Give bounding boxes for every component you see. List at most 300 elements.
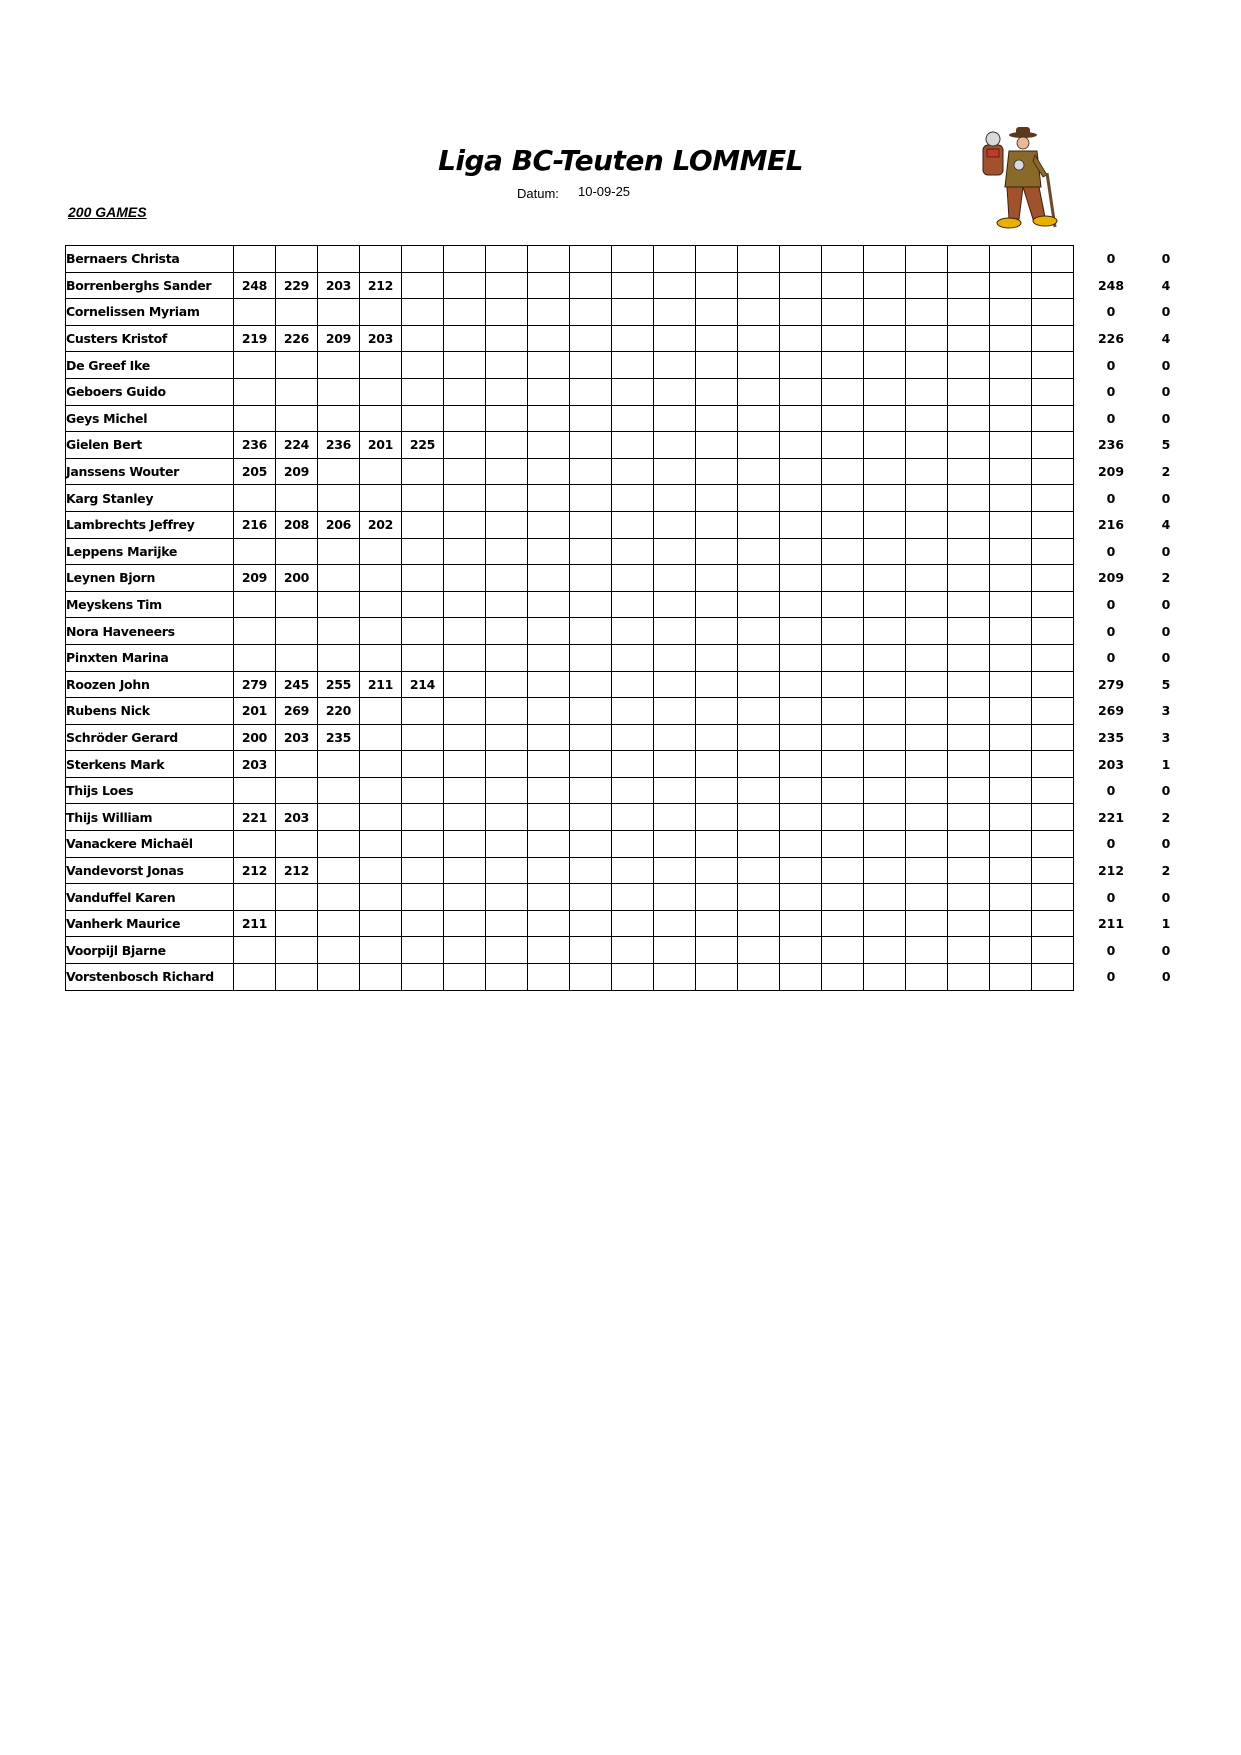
game-score-cell xyxy=(738,937,780,964)
game-score-cell xyxy=(318,458,360,485)
game-score-cell xyxy=(990,910,1032,937)
game-score-cell xyxy=(864,831,906,858)
game-score-cell xyxy=(696,910,738,937)
game-score-cell xyxy=(318,777,360,804)
game-score-cell xyxy=(276,591,318,618)
game-score-cell xyxy=(276,937,318,964)
game-score-cell xyxy=(1032,857,1074,884)
game-score-cell xyxy=(696,246,738,273)
game-score-cell xyxy=(780,910,822,937)
game-score-cell xyxy=(1032,751,1074,778)
game-score-cell xyxy=(864,724,906,751)
game-score-cell xyxy=(738,831,780,858)
game-score-cell xyxy=(486,857,528,884)
game-score-cell xyxy=(906,299,948,326)
game-score-cell xyxy=(612,644,654,671)
game-score-cell xyxy=(612,618,654,645)
table-row xyxy=(66,246,1185,273)
game-score-cell xyxy=(444,884,486,911)
game-score-cell xyxy=(654,937,696,964)
game-score-cell xyxy=(654,831,696,858)
game-score-cell xyxy=(528,751,570,778)
game-score-cell xyxy=(990,299,1032,326)
game-score-cell: 229 xyxy=(276,272,318,299)
game-score-cell xyxy=(906,777,948,804)
game-score-cell xyxy=(864,485,906,512)
game-score-cell xyxy=(486,910,528,937)
game-score-cell xyxy=(486,352,528,379)
table-row xyxy=(66,751,1185,778)
game-score-cell xyxy=(654,671,696,698)
game-score-cell xyxy=(864,964,906,991)
game-score-cell xyxy=(612,937,654,964)
game-score-cell xyxy=(318,352,360,379)
game-score-cell xyxy=(486,884,528,911)
game-score-cell xyxy=(486,964,528,991)
game-score-cell xyxy=(906,246,948,273)
table-row xyxy=(66,884,1185,911)
game-score-cell: 224 xyxy=(276,432,318,459)
game-score-cell xyxy=(864,751,906,778)
game-score-cell xyxy=(234,405,276,432)
game-score-cell xyxy=(864,325,906,352)
player-name: Geys Michel xyxy=(66,405,234,432)
best-score: 0 xyxy=(1074,405,1149,432)
game-score-cell xyxy=(234,591,276,618)
game-score-cell xyxy=(780,352,822,379)
game-score-cell xyxy=(528,352,570,379)
game-score-cell: 209 xyxy=(234,565,276,592)
game-count: 0 xyxy=(1161,942,1171,958)
game-score-cell xyxy=(612,831,654,858)
game-score-cell xyxy=(486,831,528,858)
game-score-cell xyxy=(318,804,360,831)
game-score-cell xyxy=(780,485,822,512)
game-score-cell xyxy=(990,724,1032,751)
game-score-cell xyxy=(696,724,738,751)
game-score-cell xyxy=(486,432,528,459)
game-score-cell xyxy=(486,378,528,405)
game-score-cell xyxy=(864,857,906,884)
game-score-cell xyxy=(948,618,990,645)
game-score-cell xyxy=(402,352,444,379)
game-score-cell xyxy=(318,299,360,326)
game-score-cell xyxy=(696,325,738,352)
game-score-cell xyxy=(402,458,444,485)
game-score-cell xyxy=(696,644,738,671)
player-name: Leynen Bjorn xyxy=(66,565,234,592)
game-score-cell xyxy=(738,698,780,725)
game-score-cell xyxy=(822,378,864,405)
best-score: 0 xyxy=(1074,937,1149,964)
game-score-cell xyxy=(570,618,612,645)
table-row xyxy=(66,538,1185,565)
game-score-cell xyxy=(318,964,360,991)
player-name: Voorpijl Bjarne xyxy=(66,937,234,964)
datum-label: Datum: xyxy=(517,186,559,201)
game-count: 2 xyxy=(1161,809,1171,825)
game-score-cell: 205 xyxy=(234,458,276,485)
game-score-cell xyxy=(570,857,612,884)
game-score-cell xyxy=(738,511,780,538)
player-name: Sterkens Mark xyxy=(66,751,234,778)
game-score-cell xyxy=(1032,591,1074,618)
game-score-cell xyxy=(906,910,948,937)
game-score-cell xyxy=(738,618,780,645)
game-score-cell xyxy=(570,591,612,618)
game-score-cell xyxy=(612,352,654,379)
game-score-cell xyxy=(906,671,948,698)
game-score-cell xyxy=(822,538,864,565)
table-row xyxy=(66,272,1185,299)
game-score-cell xyxy=(822,591,864,618)
game-score-cell xyxy=(780,644,822,671)
game-score-cell xyxy=(990,964,1032,991)
game-score-cell xyxy=(990,538,1032,565)
game-score-cell xyxy=(402,910,444,937)
game-score-cell xyxy=(444,325,486,352)
game-score-cell xyxy=(948,644,990,671)
game-score-cell xyxy=(402,751,444,778)
game-score-cell xyxy=(402,884,444,911)
game-score-cell xyxy=(948,591,990,618)
game-score-cell xyxy=(990,325,1032,352)
game-count: 1 xyxy=(1161,756,1171,772)
game-score-cell xyxy=(738,458,780,485)
game-score-cell xyxy=(948,884,990,911)
game-score-cell xyxy=(906,884,948,911)
game-score-cell xyxy=(486,485,528,512)
game-score-cell xyxy=(864,511,906,538)
player-name: Vanherk Maurice xyxy=(66,910,234,937)
game-score-cell xyxy=(948,299,990,326)
game-score-cell xyxy=(444,964,486,991)
game-count: 0 xyxy=(1161,357,1171,373)
game-count: 0 xyxy=(1161,304,1171,320)
game-score-cell xyxy=(990,618,1032,645)
game-score-cell xyxy=(612,485,654,512)
game-score-cell xyxy=(822,671,864,698)
game-score-cell xyxy=(444,910,486,937)
game-score-cell xyxy=(654,884,696,911)
game-score-cell xyxy=(864,671,906,698)
player-name: Vanduffel Karen xyxy=(66,884,234,911)
game-score-cell xyxy=(990,352,1032,379)
game-score-cell xyxy=(528,724,570,751)
game-score-cell xyxy=(486,246,528,273)
game-score-cell xyxy=(444,246,486,273)
game-score-cell xyxy=(654,857,696,884)
game-score-cell xyxy=(864,458,906,485)
game-score-cell xyxy=(570,804,612,831)
table-row xyxy=(66,910,1185,937)
table-row xyxy=(66,565,1185,592)
game-score-cell xyxy=(864,432,906,459)
game-score-cell: 202 xyxy=(360,511,402,538)
game-count: 0 xyxy=(1161,969,1171,985)
game-score-cell xyxy=(654,485,696,512)
game-score-cell xyxy=(654,804,696,831)
game-score-cell xyxy=(864,272,906,299)
player-name: Thijs William xyxy=(66,804,234,831)
game-score-cell xyxy=(780,831,822,858)
page-title: Liga BC-Teuten LOMMEL xyxy=(438,144,803,177)
game-score-cell xyxy=(612,804,654,831)
game-count: 0 xyxy=(1161,597,1171,613)
game-score-cell xyxy=(528,272,570,299)
game-score-cell xyxy=(402,644,444,671)
game-score-cell: 206 xyxy=(318,511,360,538)
game-score-cell xyxy=(822,777,864,804)
game-score-cell xyxy=(906,458,948,485)
game-score-cell xyxy=(780,246,822,273)
game-score-cell xyxy=(906,937,948,964)
game-score-cell xyxy=(780,884,822,911)
game-score-cell xyxy=(864,405,906,432)
game-score-cell xyxy=(402,777,444,804)
game-score-cell xyxy=(906,964,948,991)
game-score-cell xyxy=(360,777,402,804)
game-score-cell xyxy=(654,325,696,352)
best-score: 211 xyxy=(1074,910,1149,937)
game-score-cell xyxy=(990,751,1032,778)
game-score-cell xyxy=(822,724,864,751)
game-score-cell xyxy=(234,964,276,991)
game-count: 0 xyxy=(1161,251,1171,267)
game-score-cell xyxy=(906,644,948,671)
game-score-cell xyxy=(738,378,780,405)
player-name: Meyskens Tim xyxy=(66,591,234,618)
best-score: 0 xyxy=(1074,299,1149,326)
game-score-cell xyxy=(948,964,990,991)
game-score-cell xyxy=(738,591,780,618)
game-score-cell xyxy=(402,511,444,538)
game-score-cell xyxy=(234,618,276,645)
game-count: 0 xyxy=(1161,650,1171,666)
game-score-cell xyxy=(360,857,402,884)
game-score-cell xyxy=(486,458,528,485)
game-score-cell xyxy=(486,937,528,964)
best-score: 0 xyxy=(1074,644,1149,671)
game-score-cell xyxy=(318,591,360,618)
game-score-cell xyxy=(822,485,864,512)
game-score-cell xyxy=(906,591,948,618)
game-score-cell xyxy=(654,272,696,299)
game-score-cell xyxy=(906,272,948,299)
game-score-cell xyxy=(780,538,822,565)
game-score-cell xyxy=(738,272,780,299)
game-score-cell xyxy=(276,246,318,273)
game-score-cell xyxy=(822,325,864,352)
game-score-cell xyxy=(822,565,864,592)
game-score-cell xyxy=(570,565,612,592)
game-score-cell xyxy=(948,432,990,459)
game-score-cell xyxy=(864,644,906,671)
game-score-cell xyxy=(612,910,654,937)
game-count: 0 xyxy=(1161,623,1171,639)
game-score-cell xyxy=(402,378,444,405)
player-name: Cornelissen Myriam xyxy=(66,299,234,326)
game-score-cell xyxy=(612,538,654,565)
game-score-cell: 279 xyxy=(234,671,276,698)
best-score: 0 xyxy=(1074,378,1149,405)
game-score-cell xyxy=(696,698,738,725)
table-row xyxy=(66,671,1185,698)
game-score-cell: 201 xyxy=(234,698,276,725)
game-score-cell: 203 xyxy=(276,724,318,751)
game-score-cell xyxy=(402,591,444,618)
best-score: 216 xyxy=(1074,511,1149,538)
table-row xyxy=(66,724,1185,751)
game-score-cell xyxy=(822,618,864,645)
game-score-cell xyxy=(276,618,318,645)
game-score-cell: 203 xyxy=(318,272,360,299)
game-count: 1 xyxy=(1161,916,1171,932)
game-score-cell xyxy=(234,352,276,379)
game-score-cell xyxy=(360,485,402,512)
player-name: Geboers Guido xyxy=(66,378,234,405)
game-score-cell xyxy=(696,751,738,778)
game-score-cell xyxy=(822,804,864,831)
game-score-cell xyxy=(528,804,570,831)
game-score-cell xyxy=(906,618,948,645)
game-score-cell xyxy=(780,405,822,432)
game-score-cell xyxy=(612,246,654,273)
game-score-cell xyxy=(990,591,1032,618)
game-score-cell xyxy=(570,831,612,858)
game-score-cell xyxy=(822,299,864,326)
scores-table xyxy=(65,245,1185,991)
table-row xyxy=(66,804,1185,831)
game-score-cell xyxy=(360,538,402,565)
game-score-cell xyxy=(948,458,990,485)
game-score-cell xyxy=(486,644,528,671)
game-score-cell xyxy=(906,724,948,751)
game-count: 0 xyxy=(1161,410,1171,426)
game-score-cell: 235 xyxy=(318,724,360,751)
game-score-cell xyxy=(948,325,990,352)
game-score-cell xyxy=(276,485,318,512)
game-score-cell xyxy=(990,246,1032,273)
game-score-cell xyxy=(948,511,990,538)
game-score-cell xyxy=(234,937,276,964)
game-score-cell xyxy=(360,831,402,858)
game-score-cell xyxy=(948,565,990,592)
game-score-cell xyxy=(612,325,654,352)
game-score-cell xyxy=(1032,565,1074,592)
game-score-cell xyxy=(696,538,738,565)
game-score-cell xyxy=(612,964,654,991)
game-score-cell xyxy=(822,352,864,379)
game-score-cell xyxy=(1032,405,1074,432)
best-score: 0 xyxy=(1074,964,1149,991)
game-score-cell xyxy=(234,884,276,911)
game-score-cell xyxy=(948,272,990,299)
game-score-cell xyxy=(570,964,612,991)
game-score-cell xyxy=(948,246,990,273)
game-score-cell xyxy=(234,777,276,804)
game-score-cell xyxy=(864,777,906,804)
game-count: 5 xyxy=(1161,676,1171,692)
game-count: 0 xyxy=(1161,836,1171,852)
game-count: 0 xyxy=(1161,889,1171,905)
game-score-cell xyxy=(318,538,360,565)
best-score: 235 xyxy=(1074,724,1149,751)
game-score-cell xyxy=(570,485,612,512)
game-score-cell xyxy=(1032,698,1074,725)
game-score-cell xyxy=(318,884,360,911)
game-score-cell xyxy=(444,432,486,459)
game-score-cell xyxy=(822,246,864,273)
best-score: 236 xyxy=(1074,432,1149,459)
game-score-cell xyxy=(864,378,906,405)
game-score-cell: 200 xyxy=(276,565,318,592)
game-score-cell xyxy=(654,378,696,405)
game-score-cell xyxy=(780,299,822,326)
game-score-cell xyxy=(948,937,990,964)
game-score-cell xyxy=(738,405,780,432)
best-score: 221 xyxy=(1074,804,1149,831)
game-score-cell xyxy=(780,272,822,299)
game-score-cell xyxy=(444,671,486,698)
game-score-cell xyxy=(528,511,570,538)
game-score-cell xyxy=(696,432,738,459)
best-score: 279 xyxy=(1074,671,1149,698)
game-score-cell xyxy=(1032,299,1074,326)
game-score-cell xyxy=(528,485,570,512)
game-score-cell xyxy=(990,485,1032,512)
game-score-cell xyxy=(570,325,612,352)
game-score-cell xyxy=(654,751,696,778)
game-score-cell xyxy=(906,325,948,352)
game-score-cell xyxy=(402,804,444,831)
game-score-cell xyxy=(1032,511,1074,538)
game-score-cell xyxy=(360,405,402,432)
game-score-cell xyxy=(360,378,402,405)
game-score-cell: 212 xyxy=(276,857,318,884)
game-score-cell xyxy=(276,299,318,326)
game-score-cell xyxy=(1032,538,1074,565)
game-count: 2 xyxy=(1161,464,1171,480)
game-score-cell xyxy=(738,485,780,512)
game-score-cell xyxy=(948,698,990,725)
game-score-cell xyxy=(780,432,822,459)
game-score-cell xyxy=(1032,937,1074,964)
game-score-cell xyxy=(486,724,528,751)
game-score-cell xyxy=(444,751,486,778)
game-score-cell xyxy=(444,565,486,592)
game-score-cell xyxy=(360,644,402,671)
game-score-cell xyxy=(528,458,570,485)
game-score-cell xyxy=(360,751,402,778)
game-score-cell xyxy=(864,352,906,379)
game-score-cell xyxy=(444,618,486,645)
game-score-cell xyxy=(654,777,696,804)
game-score-cell xyxy=(822,272,864,299)
game-score-cell xyxy=(696,618,738,645)
game-score-cell xyxy=(318,565,360,592)
game-score-cell xyxy=(780,964,822,991)
game-score-cell xyxy=(570,724,612,751)
game-score-cell xyxy=(570,644,612,671)
game-score-cell xyxy=(738,724,780,751)
game-score-cell xyxy=(780,804,822,831)
game-score-cell xyxy=(906,405,948,432)
player-name: Karg Stanley xyxy=(66,485,234,512)
game-score-cell xyxy=(1032,485,1074,512)
game-score-cell xyxy=(948,671,990,698)
game-score-cell xyxy=(570,378,612,405)
